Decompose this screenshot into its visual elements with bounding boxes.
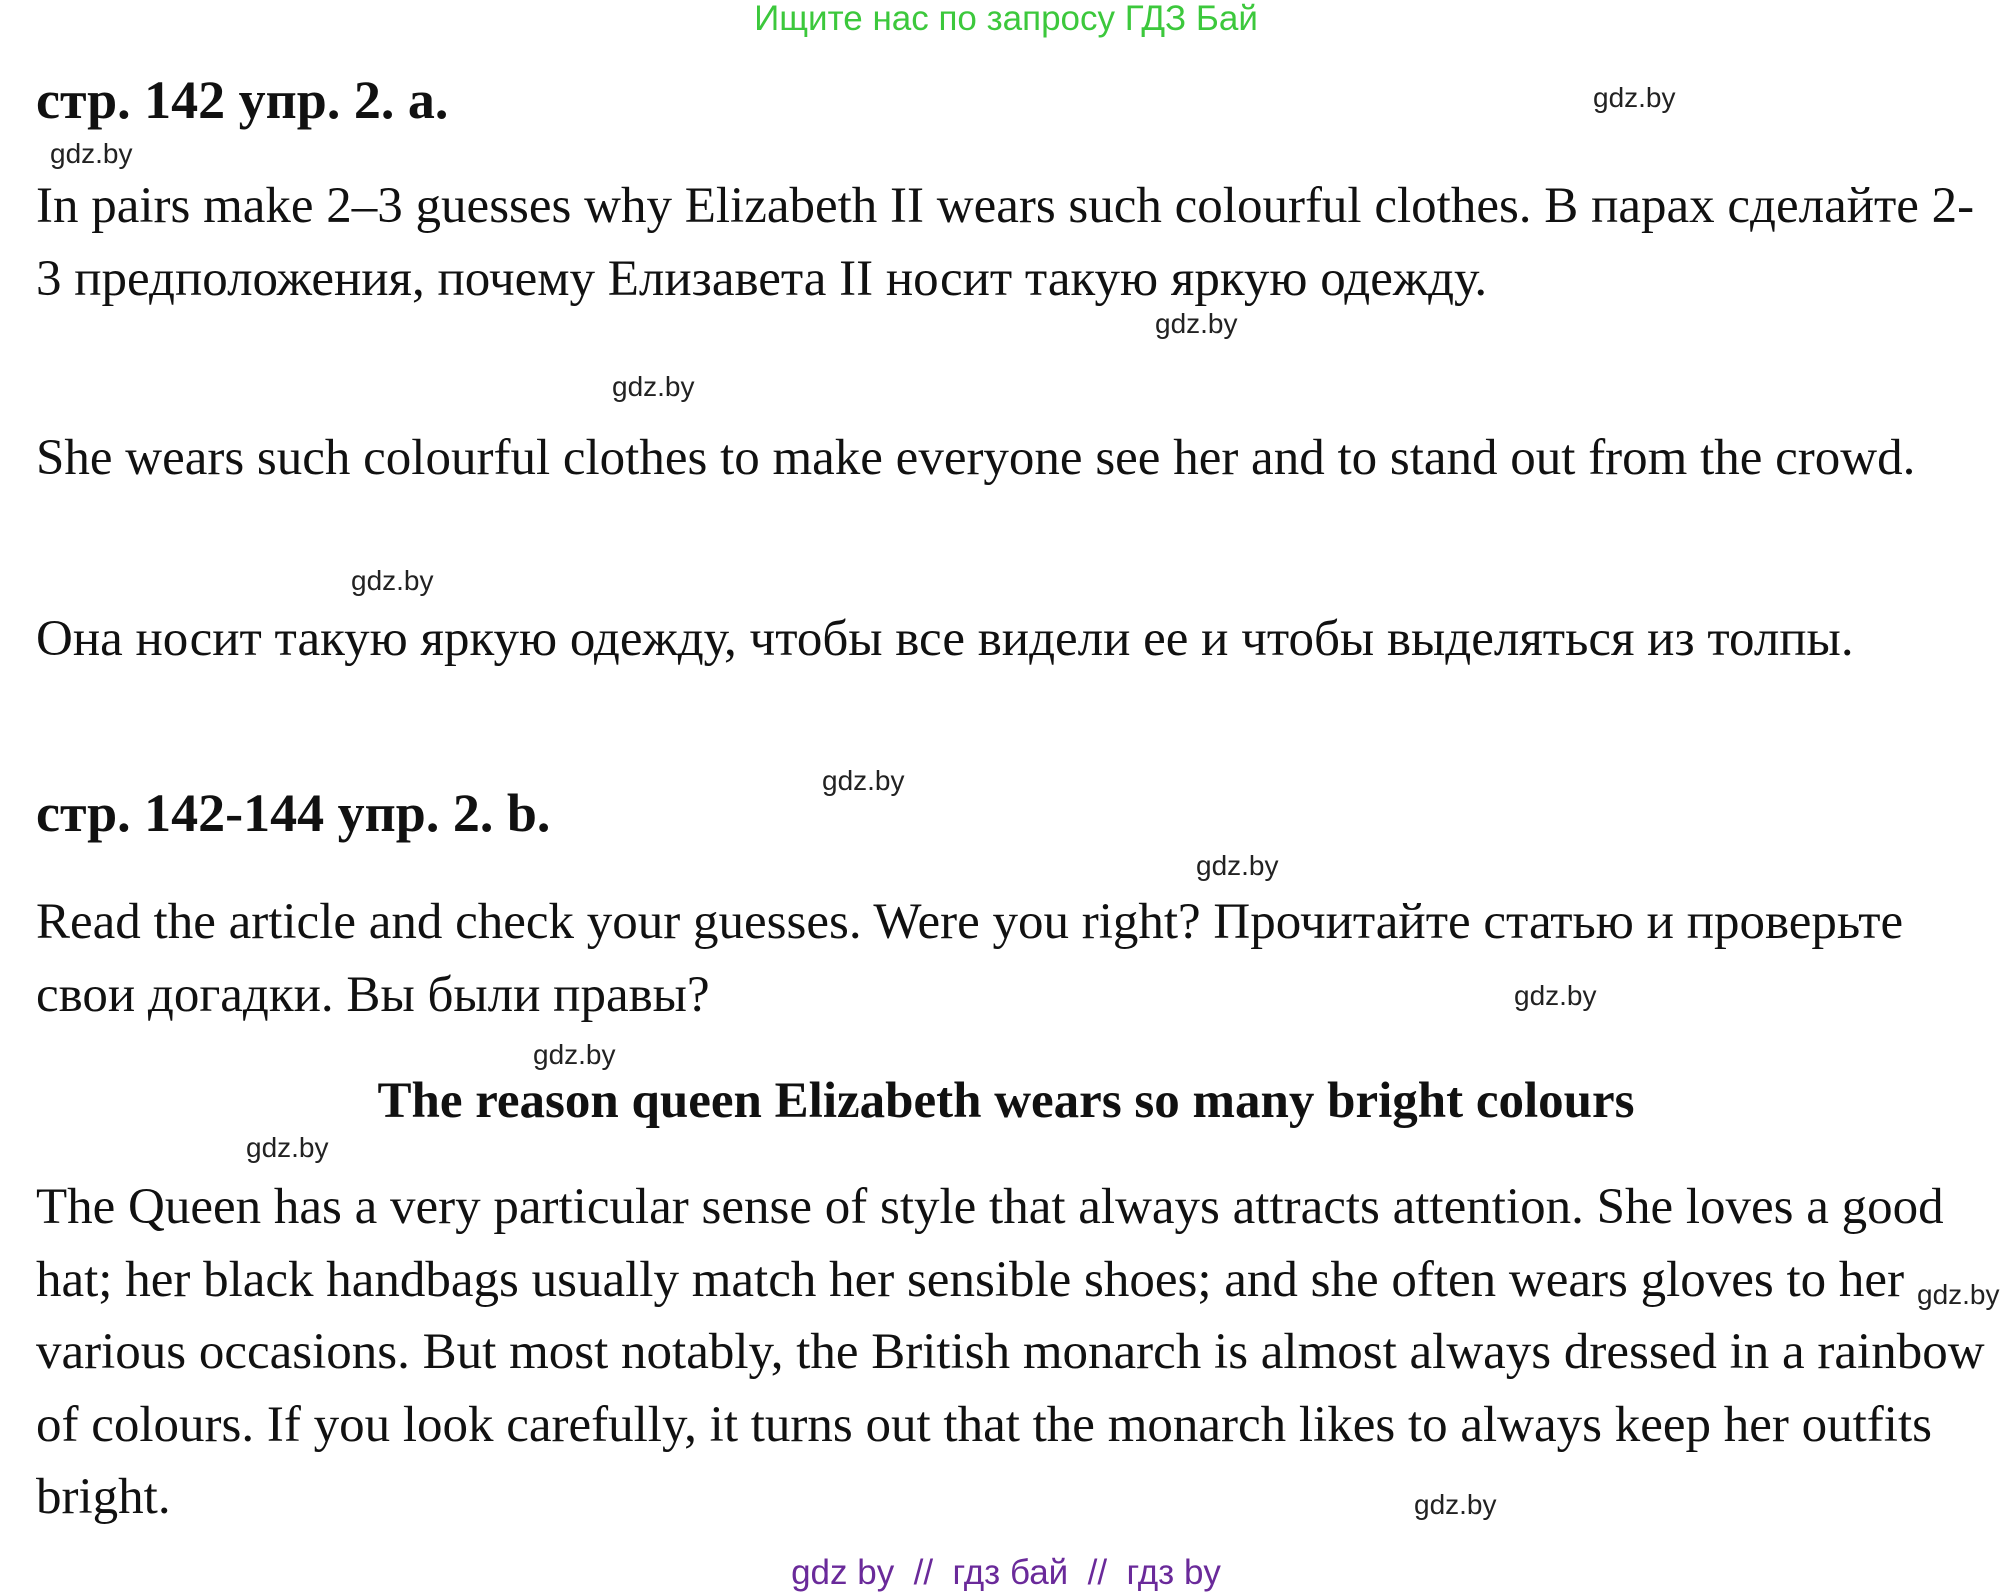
section-a-answer-en: She wears such colourful clothes to make everyone see her and to stand out from the crowd. [36, 430, 1916, 486]
watermark: gdz.by [351, 565, 434, 596]
article-text: The Queen has a very particular sense of style that always attracts attention. She loves a good hat; her black handbags usually match her sensible shoes; and she often wears gloves to her various occasions. But most notably, the British monarch is almost always dressed in a rainbow of colours. If you look carefully, it turns out that the monarch likes to always keep her outfits bright. [36, 1179, 1985, 1525]
watermark: gdz.by [1155, 308, 1238, 339]
section-a-heading: стр. 142 упр. 2. a. [36, 70, 449, 130]
section-a-answer-ru: Она носит такую яркую одежду, чтобы все видели ее и чтобы выделяться из толпы. [36, 611, 1854, 667]
watermark: gdz.by [1917, 1279, 2000, 1310]
watermark: gdz.by [822, 765, 905, 796]
watermark: gdz.by [1593, 82, 1676, 113]
watermark: gdz.by [1196, 850, 1279, 881]
watermark: gdz.by [1514, 980, 1597, 1011]
section-b-heading: стр. 142-144 упр. 2. b. [36, 783, 551, 843]
watermark: gdz.by [50, 138, 133, 169]
footer-links: gdz by // гдз бай // гдз by [791, 1553, 1221, 1592]
watermark: gdz.by [1414, 1489, 1497, 1520]
watermark: gdz.by [612, 371, 695, 402]
top-banner: Ищите нас по запросу ГДЗ Бай [754, 0, 1258, 38]
section-b-task: Read the article and check your guesses. Were you right? Прочитайте статью и проверьте свои догадки. Вы были правы? [36, 894, 1904, 1023]
article-title: The reason queen Elizabeth wears so many bright colours [377, 1073, 1635, 1129]
watermark: gdz.by [246, 1132, 329, 1163]
section-a-task: In pairs make 2–3 guesses why Elizabeth II wears such colourful clothes. В парах сделайте 2-3 предположения, почему Елизавета II носит такую яркую одежду. [36, 178, 1975, 307]
watermark: gdz.by [533, 1039, 616, 1070]
